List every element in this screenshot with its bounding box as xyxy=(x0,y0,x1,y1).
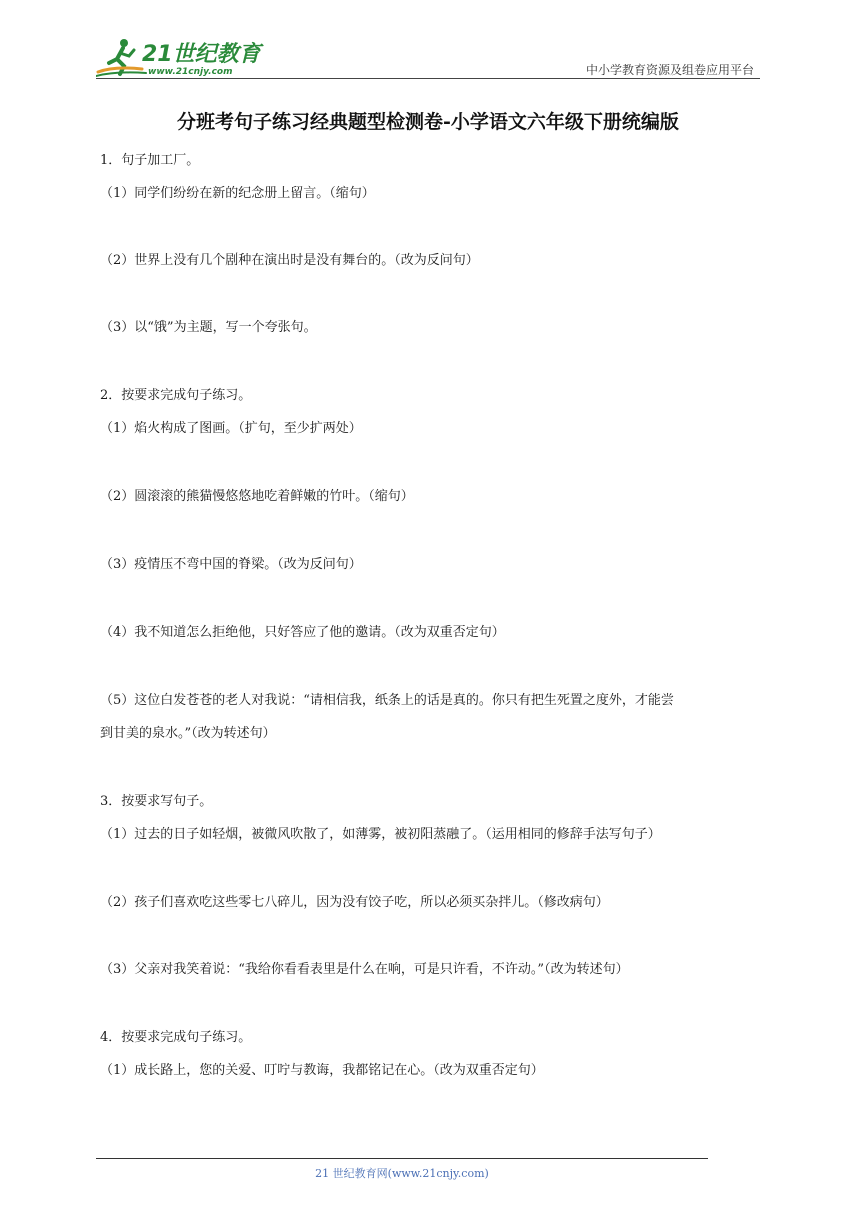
question-1-item-3: （3）以“饿”为主题，写一个夸张句。 xyxy=(100,320,317,335)
footer-divider xyxy=(96,1158,708,1159)
question-4-heading: 4．按要求完成句子练习。 xyxy=(100,1030,252,1045)
question-3-item-2: （2）孩子们喜欢吃这些零七八碎儿，因为没有饺子吃，所以必须买杂拌儿。（修改病句） xyxy=(100,895,609,910)
question-1-heading: 1．句子加工厂。 xyxy=(100,153,200,168)
question-2-item-1: （1）焰火构成了图画。（扩句，至少扩两处） xyxy=(100,421,362,436)
site-logo[interactable] xyxy=(96,36,266,78)
question-2-item-4: （4）我不知道怎么拒绝他，只好答应了他的邀请。（改为双重否定句） xyxy=(100,625,505,640)
question-2-item-2: （2）圆滚滚的熊猫慢悠悠地吃着鲜嫩的竹叶。（缩句） xyxy=(100,489,414,504)
question-4-item-1: （1）成长路上，您的关爱、叮咛与教诲，我都铭记在心。（改为双重否定句） xyxy=(100,1063,544,1078)
header-platform-text: 中小学教育资源及组卷应用平台 xyxy=(585,63,754,77)
question-2-item-5-line-1: （5）这位白发苍苍的老人对我说：“请相信我，纸条上的话是真的。你只有把生死置之度外，才能尝 xyxy=(100,693,674,708)
question-2-item-5-line-2: 到甘美的泉水。”（改为转述句） xyxy=(100,726,276,741)
document-title: 分班考句子练习经典题型检测卷-小学语文六年级下册统编版 xyxy=(177,111,679,133)
question-1-item-2: （2）世界上没有几个剧种在演出时是没有舞台的。（改为反问句） xyxy=(100,253,479,268)
question-2-item-3: （3）疫情压不弯中国的脊梁。（改为反问句） xyxy=(100,557,362,572)
question-1-item-1: （1）同学们纷纷在新的纪念册上留言。（缩句） xyxy=(100,186,375,201)
question-3-heading: 3．按要求写句子。 xyxy=(100,794,213,809)
question-3-item-1: （1）过去的日子如轻烟，被微风吹散了，如薄雾，被初阳蒸融了。（运用相同的修辞手法写句子） xyxy=(100,827,661,842)
running-man-icon xyxy=(96,36,148,78)
logo-url-text: www.21cnjy.com xyxy=(148,67,233,77)
logo-brand-text: 21世纪教育 xyxy=(142,42,261,67)
page-header xyxy=(96,30,760,80)
question-3-item-3: （3）父亲对我笑着说：“我给你看看表里是什么在响，可是只许看，不许动。”（改为转述句） xyxy=(100,962,629,977)
header-divider xyxy=(96,78,760,79)
footer-link[interactable]: 21 世纪教育网(www.21cnjy.com) xyxy=(315,1167,489,1180)
question-2-heading: 2．按要求完成句子练习。 xyxy=(100,388,252,403)
